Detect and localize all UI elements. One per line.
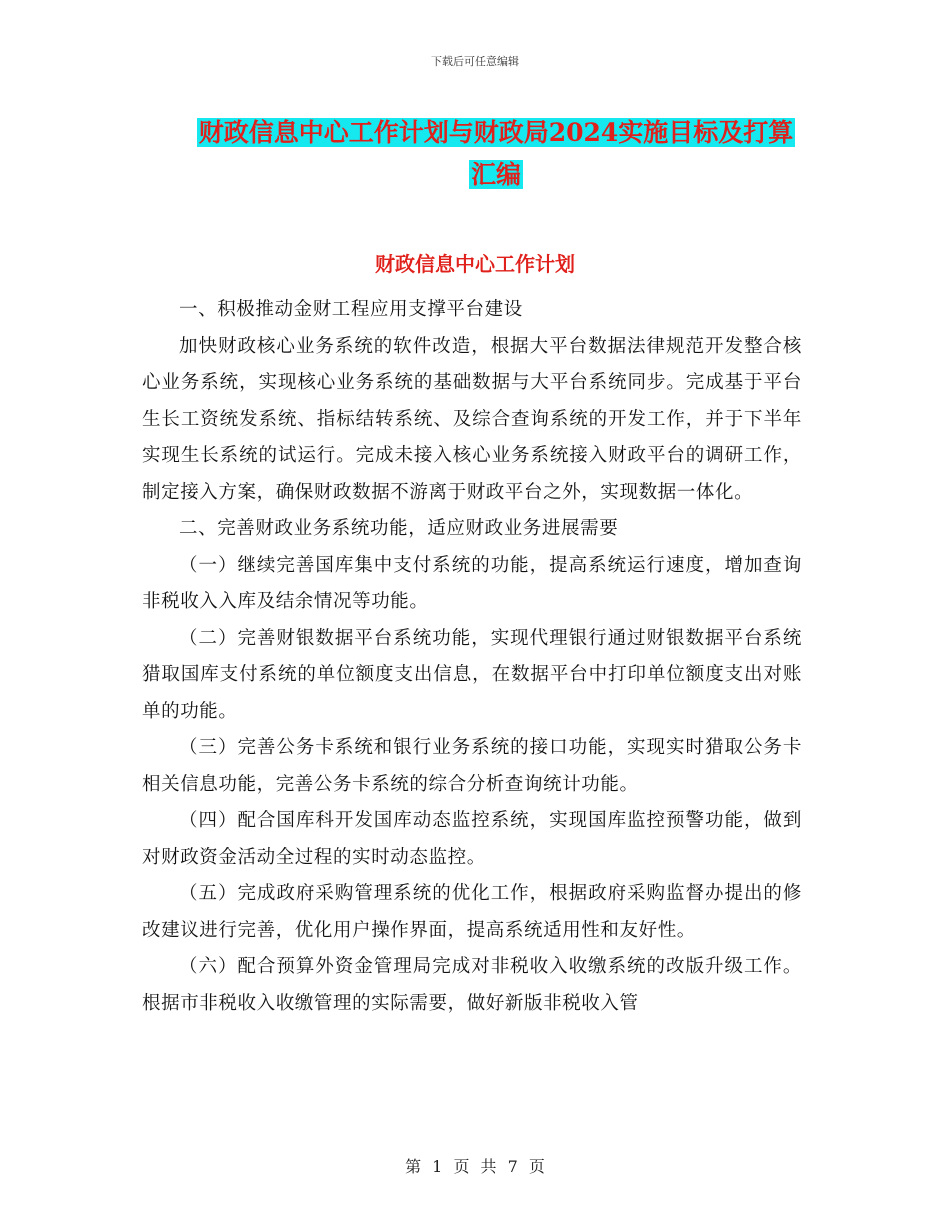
paragraph: （三）完善公务卡系统和银行业务系统的接口功能，实现实时猎取公务卡相关信息功能，完善公务卡系统的综合分析查询统计功能。 (142, 737, 802, 795)
page-number: 第 1 页 共 7 页 (405, 1157, 545, 1176)
paragraph: （五）完成政府采购管理系统的优化工作，根据政府采购监督办提出的修改建议进行完善，优化用户操作界面，提高系统适用性和友好性。 (142, 883, 802, 941)
document-title (140, 112, 852, 196)
header-note: 下载后可任意编辑 (431, 55, 519, 68)
heading-2: 二、完善财政业务系统功能，适应财政业务进展需要 (179, 518, 619, 539)
paragraph: （二）完善财银数据平台系统功能，实现代理银行通过财银数据平台系统猎取国库支付系统的单位额度支出信息，在数据平台中打印单位额度支出对账单的功能。 (142, 627, 802, 722)
document-title-line-1: 财政信息中心工作计划与财政局2024实施目标及打算 (198, 118, 794, 147)
paragraph: （四）配合国库科开发国库动态监控系统，实现国库监控预警功能，做到对财政资金活动全过程的实时动态监控。 (142, 810, 802, 868)
paragraph: （一）继续完善国库集中支付系统的功能，提高系统运行速度，增加查询非税收入入库及结余情况等功能。 (142, 554, 802, 612)
document-title-line-2: 汇编 (470, 160, 521, 189)
document-body (142, 292, 802, 1022)
heading-1: 一、积极推动金财工程应用支撑平台建设 (179, 299, 523, 320)
paragraph: 加快财政核心业务系统的软件改造，根据大平台数据法律规范开发整合核心业务系统，实现核心业务系统的基础数据与大平台系统同步。完成基于平台生长工资统发系统、指标结转系统、及综合查询系统的开发工作，并于下半年实现生长系统的试运行。完成未接入核心业务系统接入财政平台的调研工作，制定接入方案，确保财政数据不游离于财政平台之外，实现数据一体化。 (142, 335, 802, 503)
section-title: 财政信息中心工作计划 (375, 252, 575, 276)
paragraph: （六）配合预算外资金管理局完成对非税收入收缴系统的改版升级工作。根据市非税收入收缴管理的实际需要，做好新版非税收入管 (142, 956, 802, 1014)
